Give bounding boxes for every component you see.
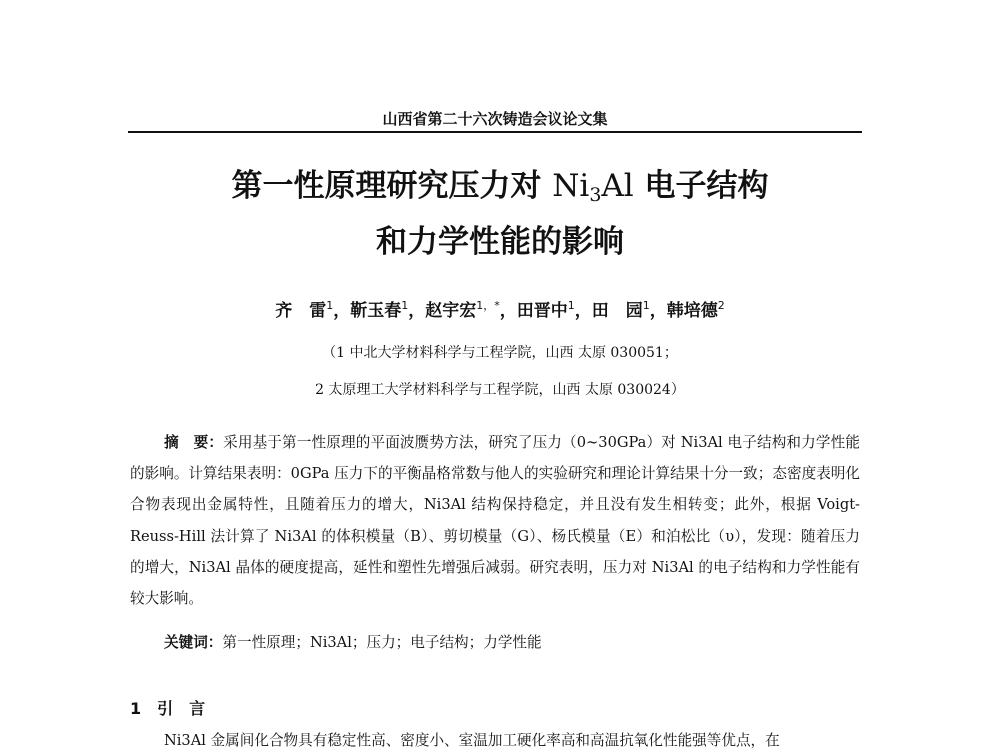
author: [517, 301, 592, 321]
author: [350, 301, 425, 321]
author-list: [0, 298, 1000, 324]
author-affiliation-mark: 1: [642, 299, 650, 312]
affiliation-line-2: 2 太原理工大学材料科学与工程学院，山西 太原 030024）: [315, 382, 685, 398]
author-name: 齐 雷: [275, 301, 327, 321]
author-affiliation-mark: 2: [717, 299, 725, 312]
author-separator: ，: [333, 301, 351, 321]
author-affiliation-mark: 1，*: [476, 299, 500, 312]
body-paragraph-start: Ni3Al 金属间化合物具有稳定性高、密度小、室温加工硬化率高和高温抗氧化性能强等优点，在: [164, 732, 780, 749]
author-name: 田 园: [591, 301, 643, 321]
title-text-post: 电子结构: [633, 168, 769, 204]
author-name: 韩培德: [666, 301, 718, 321]
abstract: [130, 427, 860, 614]
author: [275, 301, 350, 321]
author-affiliation-mark: 1: [401, 299, 409, 312]
title-formula-subscript: 3: [589, 184, 602, 206]
author: [667, 301, 725, 321]
title-formula-al: Al: [601, 168, 634, 204]
author-affiliation-mark: 1: [326, 299, 334, 312]
author-name: 靳玉春: [350, 301, 402, 321]
header-rule: [128, 131, 862, 133]
section-title: 引 言: [157, 699, 206, 718]
title-formula: [552, 168, 633, 204]
keywords-label: 关键词：: [164, 634, 223, 651]
title-line-2: 和力学性能的影响: [376, 224, 624, 260]
author-affiliation-mark: 1: [567, 299, 575, 312]
abstract-text: 采用基于第一性原理的平面波赝势方法，研究了压力（0~30GPa）对 Ni3Al 电子结构和力学性能的影响。计算结果表明：0GPa 压力下的平衡晶格常数与他人的实验研究和理论计算结果十分一致；态密度表明化合物表现出金属特性，且随着压力的增大，Ni3Al 结构保持稳定，并且没有发生相转变；此外，根据 Voigt-Reuss-Hill 法计算了 Ni3Al 的体积模量（B）、剪切模量（G）、杨氏模量（E）和泊松比（υ），发现：随着压力的增大，Ni3Al 晶体的硬度提高，延性和塑性先增强后减弱。研究表明，压力对 Ni3Al 的电子结构和力学性能有较大影响。: [130, 434, 860, 608]
abstract-label: 摘 要：: [164, 434, 224, 451]
title-text-pre: 第一性原理研究压力对: [231, 168, 553, 204]
author-name: 赵宇宏: [425, 301, 477, 321]
author-separator: ，: [574, 301, 592, 321]
author-name: 田晋中: [516, 301, 568, 321]
author: [425, 301, 517, 321]
author: [592, 301, 667, 321]
section-number: 1: [130, 699, 142, 718]
affiliation-line-1: （1 中北大学材料科学与工程学院，山西 太原 030051；: [322, 345, 678, 361]
author-separator: ，: [499, 301, 517, 321]
title-formula-ni: Ni: [552, 168, 590, 204]
author-separator: ，: [649, 301, 667, 321]
section-heading: [130, 696, 205, 722]
author-separator: ，: [408, 301, 426, 321]
running-head: 山西省第二十六次铸造会议论文集: [382, 110, 608, 128]
title-line-1: [0, 166, 1000, 206]
keywords-text: 第一性原理；Ni3Al；压力；电子结构；力学性能: [222, 634, 542, 651]
keywords: [164, 627, 864, 658]
